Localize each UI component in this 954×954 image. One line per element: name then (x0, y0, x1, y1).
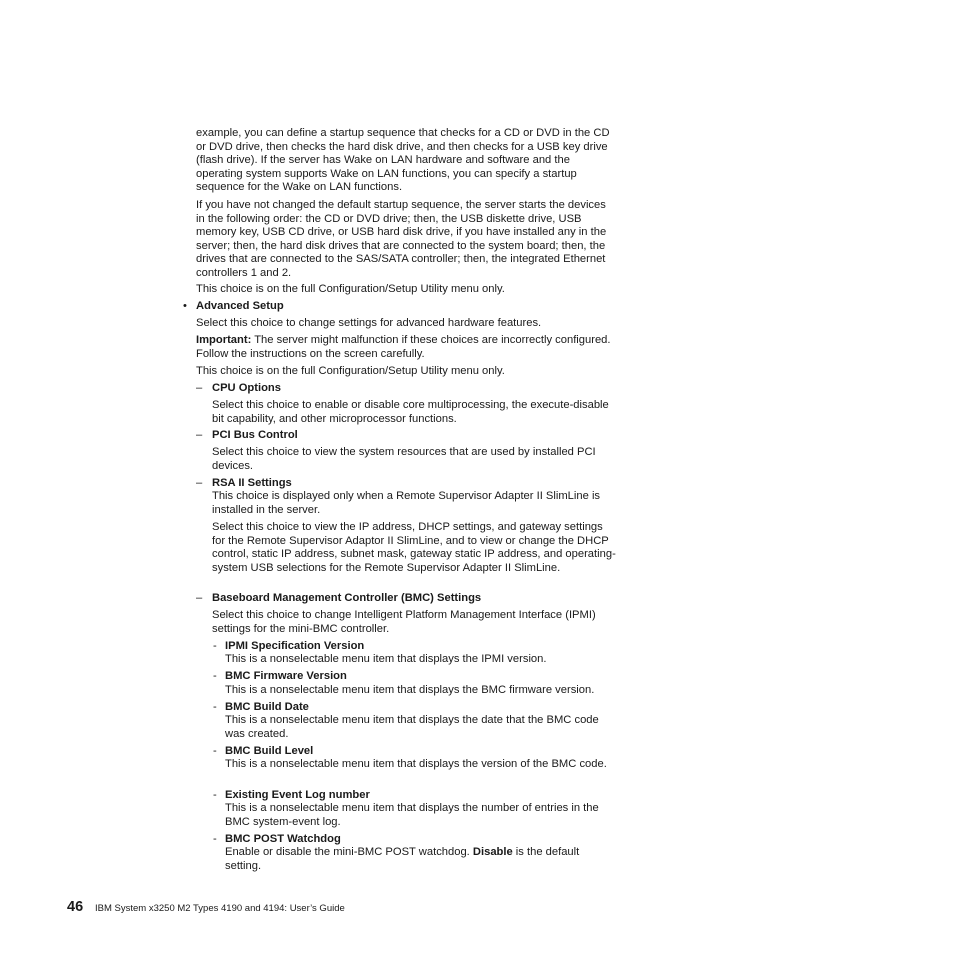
dash-marker: – (196, 592, 203, 604)
pci-bus-control-heading: PCI Bus Control (212, 429, 298, 441)
rsa-settings-description-1: This choice is displayed only when a Remote Supervisor Adapter II SlimLine is installed in the server. (212, 490, 601, 516)
dash-marker: – (196, 382, 203, 394)
important-label: Important: (196, 334, 252, 346)
sub-dash-marker: - (213, 789, 217, 801)
advanced-setup-description: Select this choice to change settings for advanced hardware features. (196, 317, 542, 329)
important-note (196, 334, 616, 361)
intro-paragraph-2: If you have not changed the default startup sequence, the server starts the devices in the following order: the CD or DVD drive; then, the USB diskette drive, USB memory key, USB CD drive, or USB hard disk drive, if you have installed any in the server; then, the hard disk drives that are connected to the system board; then, the drives that are connected to the SAS/SATA controller; then, the integrated Ethernet controllers 1 and 2. (196, 199, 607, 279)
watchdog-desc-post: is the default setting. (225, 846, 580, 872)
footer-title: IBM System x3250 M2 Types 4190 and 4194: User’s Guide (95, 903, 345, 914)
bmc-firmware-version-description: This is a nonselectable menu item that displays the BMC firmware version. (225, 684, 595, 696)
bmc-build-date-description: This is a nonselectable menu item that displays the date that the BMC code was created. (225, 714, 599, 740)
sub-dash-marker: - (213, 833, 217, 845)
bmc-build-level-heading: BMC Build Level (225, 745, 314, 757)
bmc-settings-heading: Baseboard Management Controller (BMC) Settings (212, 592, 482, 604)
watchdog-desc-pre: Enable or disable the mini-BMC POST watchdog. (225, 846, 473, 858)
bmc-post-watchdog-description (225, 846, 617, 873)
bmc-firmware-version-heading: BMC Firmware Version (225, 670, 347, 682)
bmc-build-level-description: This is a nonselectable menu item that displays the version of the BMC code. (225, 758, 607, 770)
sub-dash-marker: - (213, 670, 217, 682)
bmc-post-watchdog-heading: BMC POST Watchdog (225, 833, 341, 845)
important-text: The server might malfunction if these choices are incorrectly configured. Follow the instructions on the screen carefully. (196, 334, 611, 360)
bmc-settings-description: Select this choice to change Intelligent Platform Management Interface (IPMI) settings for the mini-BMC controller. (212, 609, 596, 635)
rsa-settings-description-2: Select this choice to view the IP address, DHCP settings, and gateway settings for the Remote Supervisor Adaptor II SlimLine, and to view or change the DHCP control, static IP address, subnet mask, gateway static IP address, and operating-system USB selections for the Remote Supervisor Adapter II SlimLine. (212, 521, 616, 574)
sub-dash-marker: - (213, 745, 217, 757)
bmc-build-date-heading: BMC Build Date (225, 701, 309, 713)
page-number: 46 (67, 899, 84, 915)
cpu-options-description: Select this choice to enable or disable core multiprocessing, the execute-disable bit capability, and other microprocessor functions. (212, 399, 609, 425)
ipmi-spec-version-description: This is a nonselectable menu item that displays the IPMI version. (225, 653, 547, 665)
bullet-marker: • (183, 300, 187, 312)
advanced-setup-note: This choice is on the full Configuration/Setup Utility menu only. (196, 365, 505, 377)
rsa-settings-heading: RSA II Settings (212, 477, 292, 489)
watchdog-desc-bold: Disable (472, 846, 513, 858)
intro-paragraph-1: example, you can define a startup sequence that checks for a CD or DVD in the CD or DVD drive, then checks the hard disk drive, and then checks for a USB key drive (flash drive). If the server has Wake on LAN hardware and software and the operating system supports Wake on LAN functions, you can specify a startup sequence for the Wake on LAN functions. (196, 127, 610, 194)
pci-bus-control-description: Select this choice to view the system resources that are used by installed PCI devices. (212, 446, 596, 472)
dash-marker: – (196, 429, 203, 441)
ipmi-spec-version-heading: IPMI Specification Version (225, 640, 365, 652)
intro-paragraph-3: This choice is on the full Configuration/Setup Utility menu only. (196, 283, 505, 295)
existing-event-log-description: This is a nonselectable menu item that displays the number of entries in the BMC system-event log. (225, 802, 599, 828)
sub-dash-marker: - (213, 640, 217, 652)
cpu-options-heading: CPU Options (212, 382, 281, 394)
existing-event-log-heading: Existing Event Log number (225, 789, 370, 801)
dash-marker: – (196, 477, 203, 489)
advanced-setup-heading: Advanced Setup (196, 300, 284, 312)
sub-dash-marker: - (213, 701, 217, 713)
